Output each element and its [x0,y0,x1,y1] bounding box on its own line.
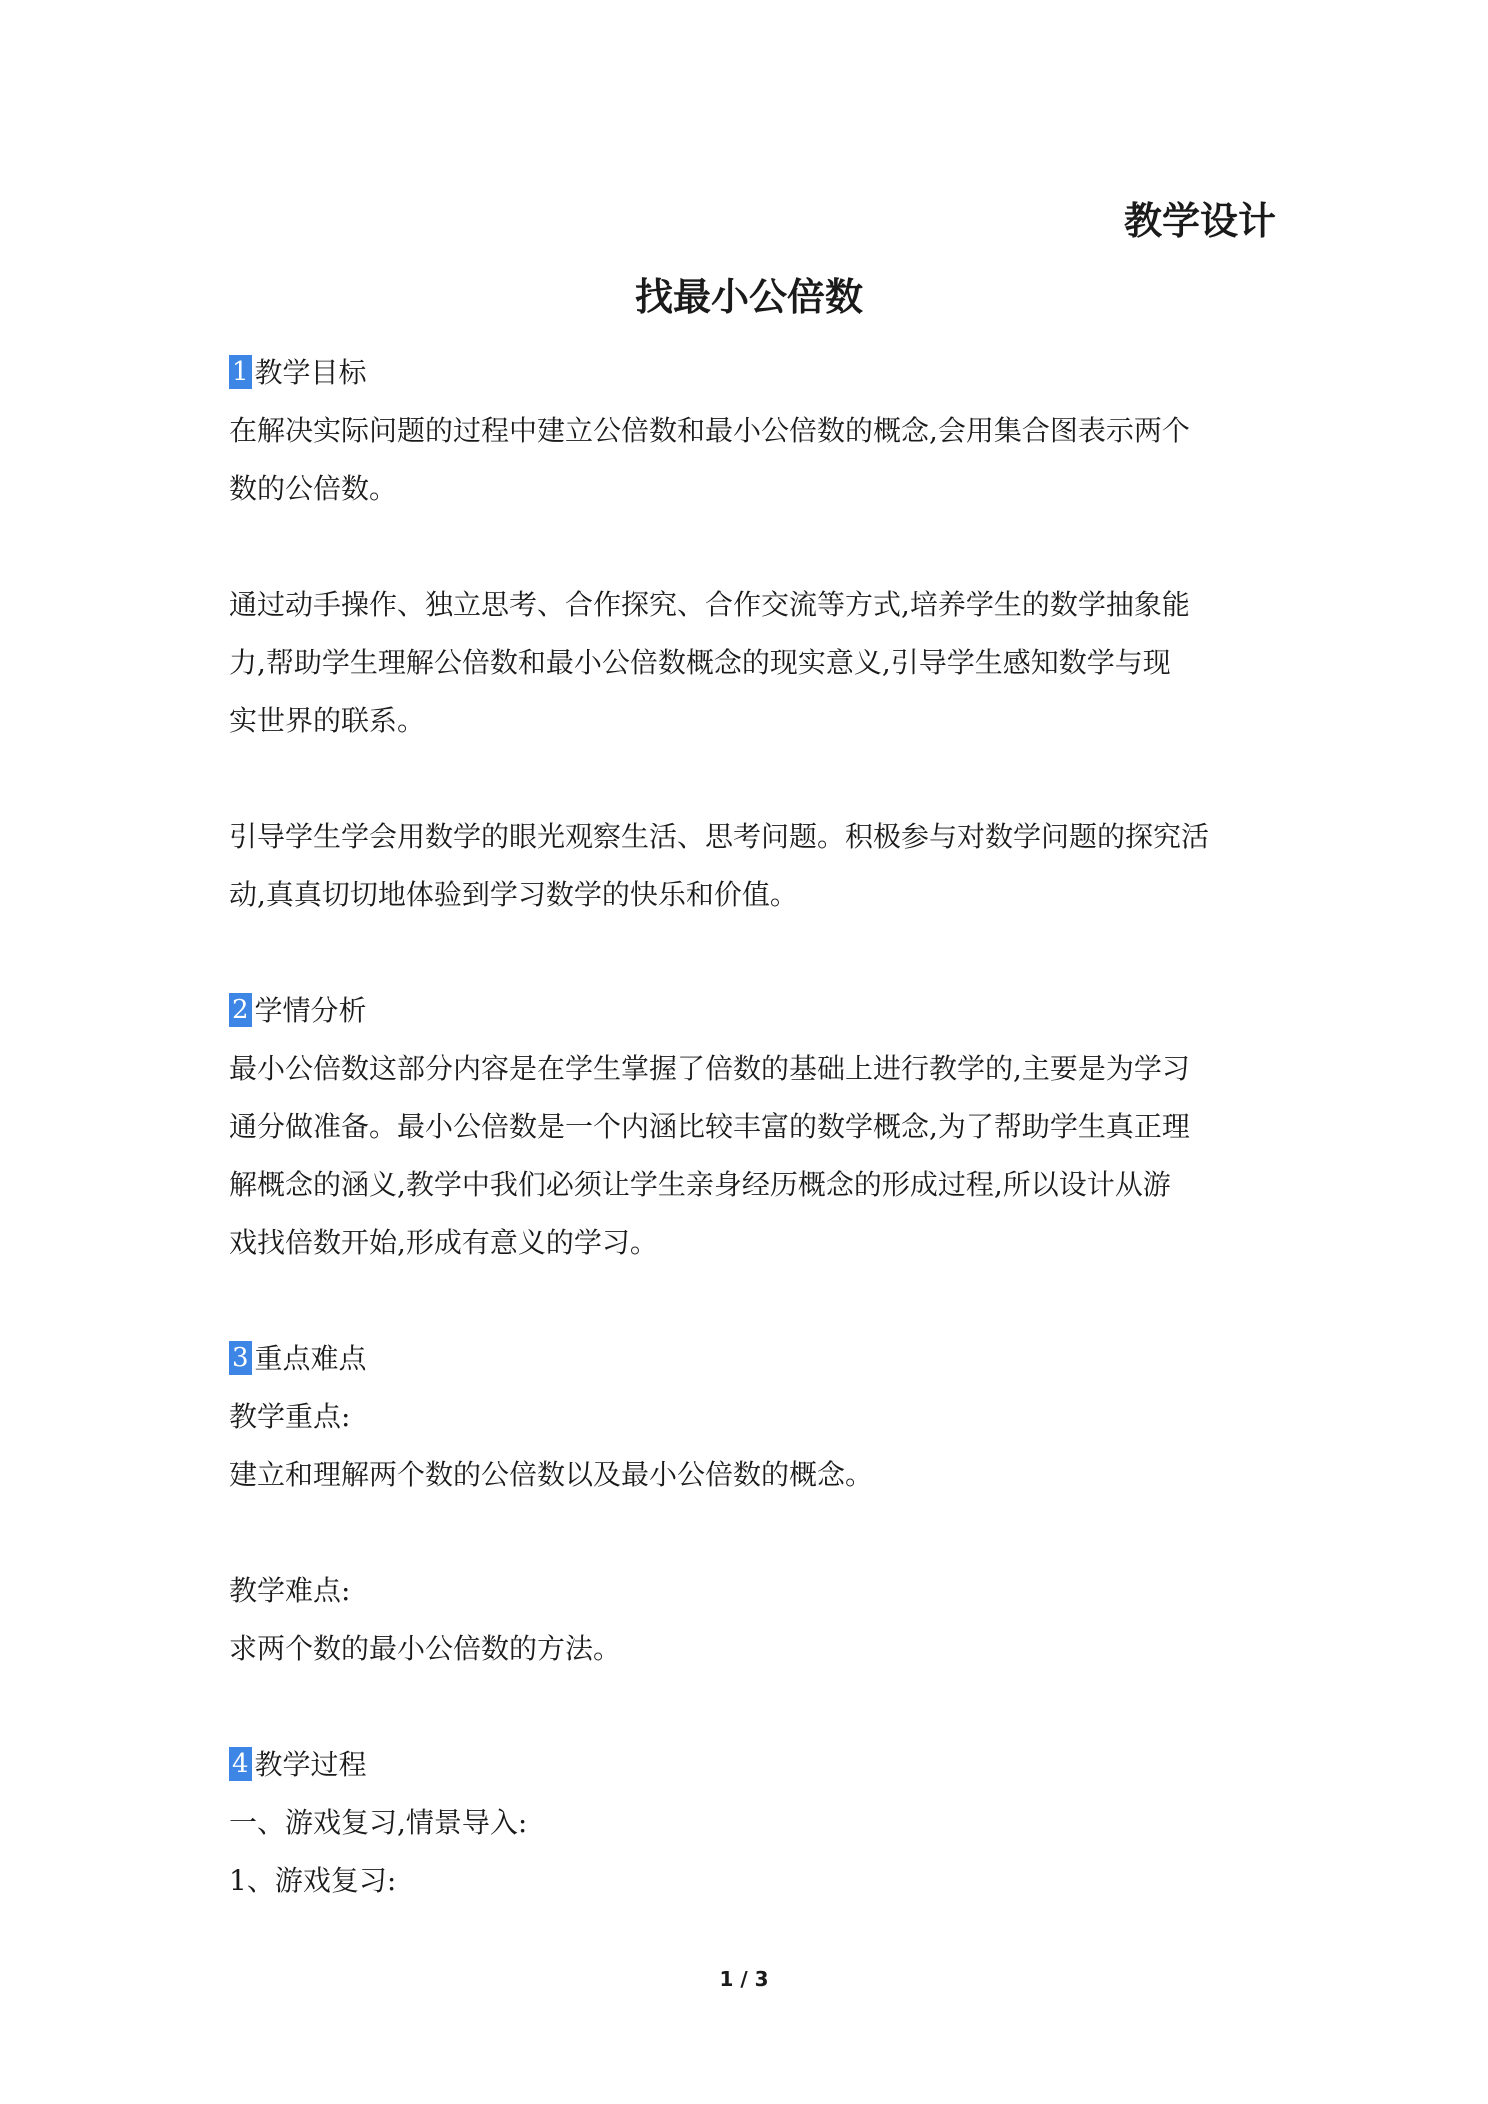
section-title: 重点难点 [254,1342,367,1375]
paragraph-line: 实世界的联系。 [229,704,426,737]
section-heading [229,344,1269,402]
paragraph-line: 通分做准备。最小公倍数是一个内涵比较丰富的数学概念,为了帮助学生真正理 [229,1110,1190,1143]
paragraph-line: 一、游戏复习,情景导入: [229,1806,528,1839]
section-number: 1 [229,355,252,389]
paragraph-line: 教学难点: [229,1574,351,1607]
section-number: 4 [229,1747,252,1781]
section-title: 教学目标 [254,356,367,389]
section-heading [229,1736,1269,1794]
doc-title: 找最小公倍数 [634,275,863,319]
paragraph-line: 求两个数的最小公倍数的方法。 [229,1632,622,1665]
paragraph-line: 解概念的涵义,教学中我们必须让学生亲身经历概念的形成过程,所以设计从游 [229,1168,1171,1201]
blank-line [229,518,1269,576]
section-title: 学情分析 [254,994,367,1027]
blank-line [229,1272,1269,1330]
paragraph-line: 引导学生学会用数学的眼光观察生活、思考问题。积极参与对数学问题的探究活 [229,820,1210,853]
blank-line [229,1678,1269,1736]
paragraph-line: 力,帮助学生理解公倍数和最小公倍数概念的现实意义,引导学生感知数学与现 [229,646,1171,679]
blank-line [229,924,1269,982]
section-title: 教学过程 [254,1748,367,1781]
paragraph-line: 最小公倍数这部分内容是在学生掌握了倍数的基础上进行教学的,主要是为学习 [229,1052,1190,1085]
section-heading [229,1330,1269,1388]
paragraph-line: 戏找倍数开始,形成有意义的学习。 [229,1226,658,1259]
paragraph-line: 1、游戏复习: [229,1864,397,1897]
page-number: 1 / 3 [719,1967,769,1991]
section-number: 2 [229,993,252,1027]
section-heading [229,982,1269,1040]
paragraph-line: 数的公倍数。 [229,472,398,505]
paragraph-line: 建立和理解两个数的公倍数以及最小公倍数的概念。 [229,1458,874,1491]
blank-line [229,750,1269,808]
blank-line [229,1504,1269,1562]
section-number: 3 [229,1341,252,1375]
paragraph-line: 在解决实际问题的过程中建立公倍数和最小公倍数的概念,会用集合图表示两个 [229,414,1190,447]
paragraph-line: 动,真真切切地体验到学习数学的快乐和价值。 [229,878,798,911]
paragraph-line: 通过动手操作、独立思考、合作探究、合作交流等方式,培养学生的数学抽象能 [229,588,1190,621]
paragraph-line: 教学重点: [229,1400,351,1433]
document-body [229,344,1269,1910]
doc-heading: 教学设计 [1123,199,1276,243]
